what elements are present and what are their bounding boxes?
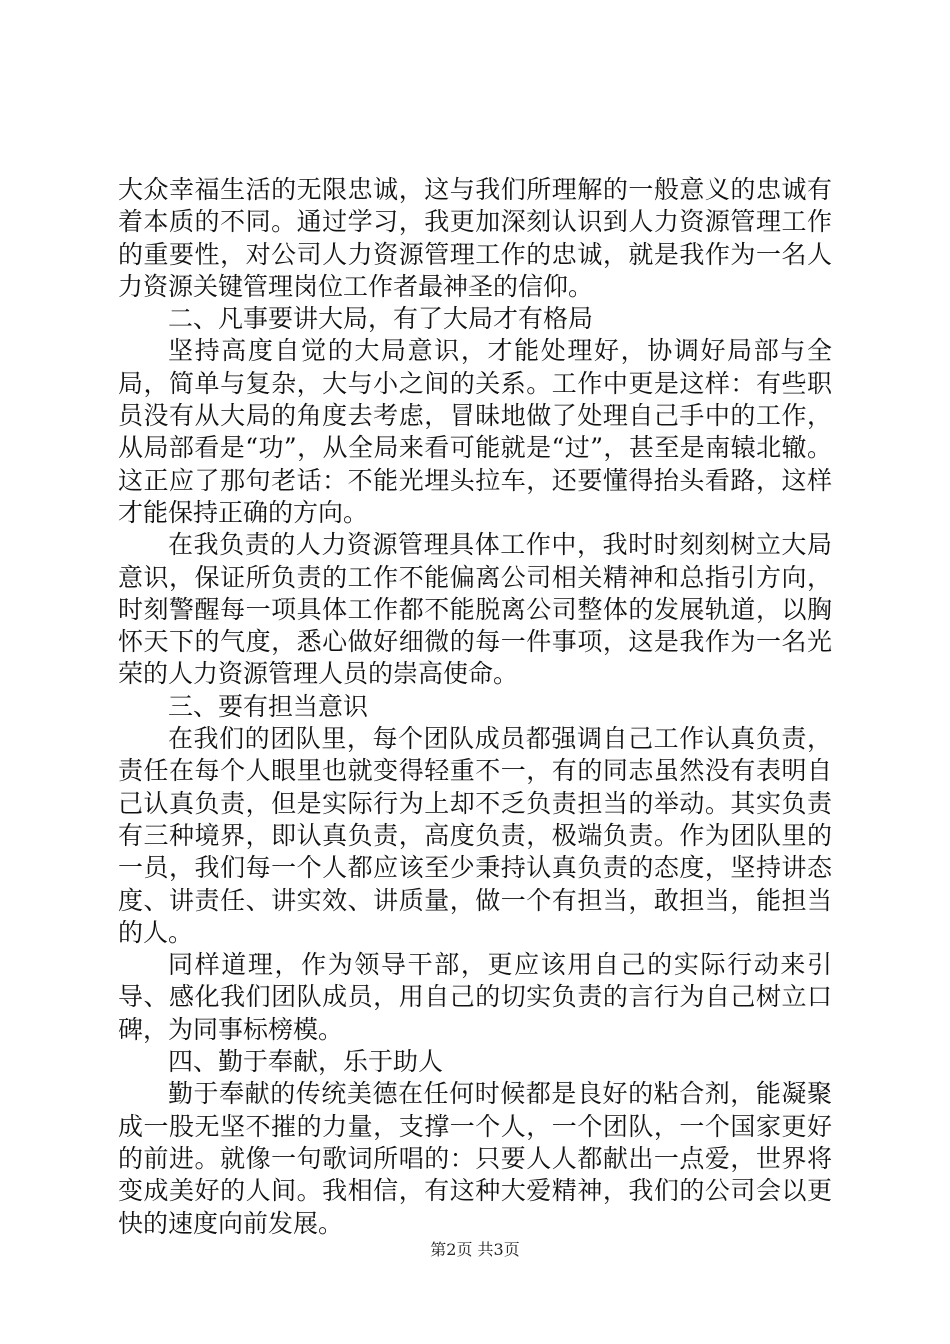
section-heading-responsibility: 三、要有担当意识	[168, 691, 369, 721]
paragraph-leadership-example: 同样道理，作为领导干部，更应该用自己的实际行动来引导、感化我们团队成员，用自己的切实负责的言行为自己树立口碑，为同事标榜模。	[118, 950, 832, 1044]
document-body	[118, 174, 832, 1240]
paragraph-loyalty-conclusion: 大众幸福生活的无限忠诚，这与我们所理解的一般意义的忠诚有着本质的不同。通过学习，我更加深刻认识到人力资源管理工作的重要性，对公司人力资源管理工作的忠诚，就是我作为一名人力资源关键管理岗位工作者最神圣的信仰。	[118, 175, 832, 301]
paragraph-hr-work: 在我负责的人力资源管理具体工作中，我时时刻刻树立大局意识，保证所负责的工作不能偏离公司相关精神和总指引方向，时刻警醒每一项具体工作都不能脱离公司整体的发展轨道，以胸怀天下的气度，悉心做好细微的每一件事项，这是我作为一名光荣的人力资源管理人员的崇高使命。	[118, 530, 832, 689]
paragraph-dedication: 勤于奉献的传统美德在任何时候都是良好的粘合剂，能凝聚成一股无坚不摧的力量，支撑一个人，一个团队，一个国家更好的前进。就像一句歌词所唱的：只要人人都献出一点爱，世界将变成美好的人间。我相信，有这种大爱精神，我们的公司会以更快的速度向前发展。	[118, 1079, 832, 1238]
section-heading-overall-situation: 二、凡事要讲大局，有了大局才有格局	[168, 304, 594, 334]
paragraph-team-responsibility: 在我们的团队里，每个团队成员都强调自己工作认真负责，责任在每个人眼里也就变得轻重不一，有的同志虽然没有表明自己认真负责，但是实际行为上却不乏负责担当的举动。其实负责有三种境界，即认真负责，高度负责，极端负责。作为团队里的一员，我们每一个人都应该至少秉持认真负责的态度，坚持讲态度、讲责任、讲实效、讲质量，做一个有担当，敢担当，能担当的人。	[118, 724, 832, 947]
paragraph-overall-awareness: 坚持高度自觉的大局意识，才能处理好，协调好局部与全局，简单与复杂，大与小之间的关系。工作中更是这样：有些职员没有从大局的角度去考虑，冒昧地做了处理自己手中的工作，从局部看是“功”，从全局来看可能就是“过”，甚至是南辕北辙。这正应了那句老话：不能光埋头拉车，还要懂得抬头看路，这样才能保持正确的方向。	[118, 336, 832, 527]
page-number-footer: 第2页 共3页	[430, 1240, 520, 1259]
section-heading-dedication: 四、勤于奉献，乐于助人	[168, 1047, 444, 1077]
